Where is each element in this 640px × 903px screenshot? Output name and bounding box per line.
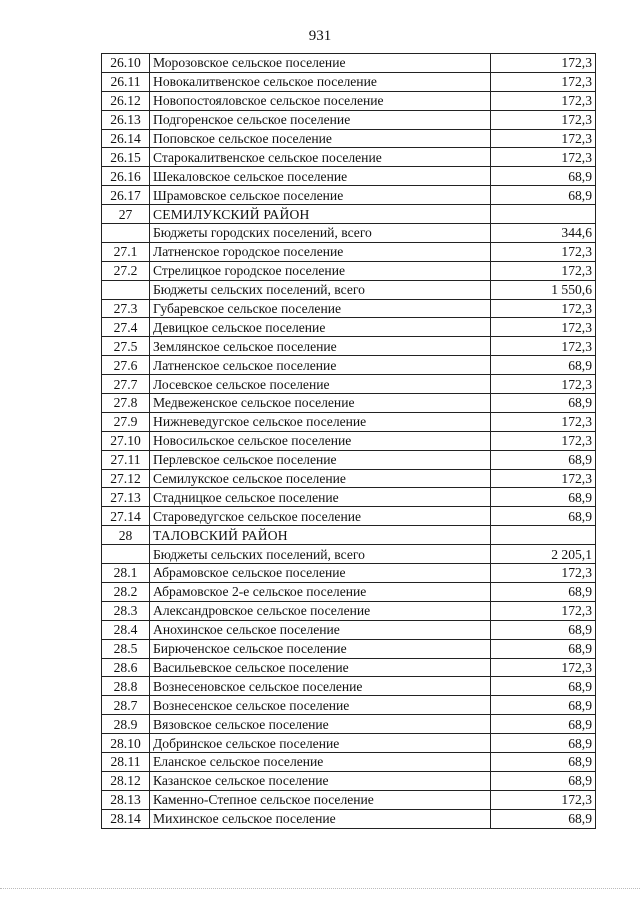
row-name: Губаревское сельское поселение — [150, 299, 491, 318]
row-value: 68,9 — [491, 752, 596, 771]
row-value: 172,3 — [491, 601, 596, 620]
row-value: 172,3 — [491, 318, 596, 337]
row-value: 68,9 — [491, 639, 596, 658]
row-value: 68,9 — [491, 809, 596, 828]
row-number: 27.10 — [102, 431, 150, 450]
subtotal-row — [102, 224, 596, 243]
table-row — [102, 582, 596, 601]
row-name: Старокалитвенское сельское поселение — [150, 148, 491, 167]
table-row — [102, 186, 596, 205]
table-row — [102, 129, 596, 148]
row-value: 172,3 — [491, 790, 596, 809]
budget-table — [101, 53, 596, 829]
table-row — [102, 564, 596, 583]
row-name: Абрамовское 2-е сельское поселение — [150, 582, 491, 601]
table-row — [102, 318, 596, 337]
row-name: Вознесенское сельское поселение — [150, 696, 491, 715]
row-name: Староведугское сельское поселение — [150, 507, 491, 526]
row-name: Вязовское сельское поселение — [150, 715, 491, 734]
row-number: 26.11 — [102, 72, 150, 91]
row-name: Казанское сельское поселение — [150, 771, 491, 790]
district-row — [102, 526, 596, 545]
row-number — [102, 280, 150, 299]
row-number: 26.10 — [102, 54, 150, 73]
row-value: 68,9 — [491, 167, 596, 186]
row-number: 28 — [102, 526, 150, 545]
row-name: Поповское сельское поселение — [150, 129, 491, 148]
row-value: 2 205,1 — [491, 545, 596, 564]
table-row — [102, 809, 596, 828]
row-number: 26.17 — [102, 186, 150, 205]
table-row — [102, 72, 596, 91]
row-number: 27.9 — [102, 412, 150, 431]
table-row — [102, 394, 596, 413]
row-number: 26.12 — [102, 91, 150, 110]
row-number: 28.8 — [102, 677, 150, 696]
row-name: Вознесеновское сельское поселение — [150, 677, 491, 696]
row-number: 28.13 — [102, 790, 150, 809]
row-value: 68,9 — [491, 734, 596, 753]
table-row — [102, 469, 596, 488]
row-value: 172,3 — [491, 242, 596, 261]
row-number: 27 — [102, 205, 150, 224]
row-name: Стадницкое сельское поселение — [150, 488, 491, 507]
row-value: 344,6 — [491, 224, 596, 243]
table-row — [102, 261, 596, 280]
row-number: 28.9 — [102, 715, 150, 734]
table-body — [102, 54, 596, 829]
row-value: 68,9 — [491, 394, 596, 413]
row-number: 26.14 — [102, 129, 150, 148]
table-row — [102, 734, 596, 753]
row-number: 27.5 — [102, 337, 150, 356]
row-name: Бюджеты сельских поселений, всего — [150, 545, 491, 564]
table-row — [102, 242, 596, 261]
table-row — [102, 91, 596, 110]
row-number: 28.12 — [102, 771, 150, 790]
row-number: 28.3 — [102, 601, 150, 620]
row-value: 68,9 — [491, 450, 596, 469]
row-number: 28.7 — [102, 696, 150, 715]
scan-edge-line — [0, 888, 640, 890]
table-row — [102, 601, 596, 620]
row-name: Абрамовское сельское поселение — [150, 564, 491, 583]
page-number: 931 — [308, 28, 332, 44]
row-name: Новосильское сельское поселение — [150, 431, 491, 450]
row-number: 27.1 — [102, 242, 150, 261]
row-number — [102, 545, 150, 564]
subtotal-row — [102, 280, 596, 299]
row-value: 172,3 — [491, 564, 596, 583]
row-name: Васильевское сельское поселение — [150, 658, 491, 677]
table-row — [102, 620, 596, 639]
row-value: 68,9 — [491, 620, 596, 639]
table-row — [102, 54, 596, 73]
table-row — [102, 507, 596, 526]
row-number: 28.10 — [102, 734, 150, 753]
row-name: Подгоренское сельское поселение — [150, 110, 491, 129]
row-number: 27.8 — [102, 394, 150, 413]
row-number: 27.3 — [102, 299, 150, 318]
table-row — [102, 337, 596, 356]
row-number: 27.4 — [102, 318, 150, 337]
row-number: 26.16 — [102, 167, 150, 186]
table-row — [102, 790, 596, 809]
row-name: Морозовское сельское поселение — [150, 54, 491, 73]
row-name: Бирюченское сельское поселение — [150, 639, 491, 658]
row-value: 68,9 — [491, 696, 596, 715]
row-value: 172,3 — [491, 337, 596, 356]
table-row — [102, 639, 596, 658]
row-number: 27.7 — [102, 375, 150, 394]
row-name: Землянское сельское поселение — [150, 337, 491, 356]
row-value: 172,3 — [491, 469, 596, 488]
table-row — [102, 412, 596, 431]
row-name: Бюджеты городских поселений, всего — [150, 224, 491, 243]
row-number: 27.12 — [102, 469, 150, 488]
row-value: 68,9 — [491, 715, 596, 734]
table-row — [102, 715, 596, 734]
row-value: 172,3 — [491, 261, 596, 280]
row-number — [102, 224, 150, 243]
table-row — [102, 771, 596, 790]
row-number: 26.13 — [102, 110, 150, 129]
row-value: 172,3 — [491, 299, 596, 318]
row-number: 26.15 — [102, 148, 150, 167]
table-row — [102, 299, 596, 318]
row-value: 68,9 — [491, 356, 596, 375]
table-row — [102, 110, 596, 129]
row-number: 27.14 — [102, 507, 150, 526]
row-value: 68,9 — [491, 488, 596, 507]
row-value — [491, 205, 596, 224]
row-value — [491, 526, 596, 545]
row-name: Нижневедугское сельское поселение — [150, 412, 491, 431]
row-number: 28.5 — [102, 639, 150, 658]
row-value: 68,9 — [491, 507, 596, 526]
row-name: Добринское сельское поселение — [150, 734, 491, 753]
row-number: 27.13 — [102, 488, 150, 507]
row-name: Шрамовское сельское поселение — [150, 186, 491, 205]
subtotal-row — [102, 545, 596, 564]
row-name: Александровское сельское поселение — [150, 601, 491, 620]
table-row — [102, 148, 596, 167]
table-row — [102, 488, 596, 507]
row-name: Девицкое сельское поселение — [150, 318, 491, 337]
row-value: 172,3 — [491, 129, 596, 148]
row-name: Латненское городское поселение — [150, 242, 491, 261]
row-name: Семилукское сельское поселение — [150, 469, 491, 488]
row-value: 172,3 — [491, 431, 596, 450]
district-row — [102, 205, 596, 224]
row-name: Каменно-Степное сельское поселение — [150, 790, 491, 809]
row-name: Новокалитвенское сельское поселение — [150, 72, 491, 91]
row-value: 172,3 — [491, 110, 596, 129]
row-name: СЕМИЛУКСКИЙ РАЙОН — [150, 205, 491, 224]
row-value: 172,3 — [491, 148, 596, 167]
row-value: 68,9 — [491, 677, 596, 696]
row-value: 172,3 — [491, 72, 596, 91]
row-number: 28.2 — [102, 582, 150, 601]
table-row — [102, 752, 596, 771]
row-name: Стрелицкое городское поселение — [150, 261, 491, 280]
row-name: Михинское сельское поселение — [150, 809, 491, 828]
row-name: Шекаловское сельское поселение — [150, 167, 491, 186]
table-row — [102, 375, 596, 394]
row-number: 27.6 — [102, 356, 150, 375]
table-row — [102, 677, 596, 696]
table-row — [102, 431, 596, 450]
row-value: 68,9 — [491, 771, 596, 790]
row-name: Новопостояловское сельское поселение — [150, 91, 491, 110]
row-name: Лосевское сельское поселение — [150, 375, 491, 394]
row-value: 172,3 — [491, 412, 596, 431]
row-number: 27.11 — [102, 450, 150, 469]
row-name: Латненское сельское поселение — [150, 356, 491, 375]
row-value: 172,3 — [491, 91, 596, 110]
row-number: 27.2 — [102, 261, 150, 280]
table-row — [102, 450, 596, 469]
row-name: Бюджеты сельских поселений, всего — [150, 280, 491, 299]
row-value: 172,3 — [491, 658, 596, 677]
table-row — [102, 356, 596, 375]
row-value: 172,3 — [491, 54, 596, 73]
row-name: Медвеженское сельское поселение — [150, 394, 491, 413]
table-row — [102, 658, 596, 677]
row-name: ТАЛОВСКИЙ РАЙОН — [150, 526, 491, 545]
row-number: 28.4 — [102, 620, 150, 639]
row-value: 68,9 — [491, 582, 596, 601]
row-name: Анохинское сельское поселение — [150, 620, 491, 639]
row-number: 28.1 — [102, 564, 150, 583]
row-value: 68,9 — [491, 186, 596, 205]
row-name: Еланское сельское поселение — [150, 752, 491, 771]
table-row — [102, 696, 596, 715]
row-number: 28.6 — [102, 658, 150, 677]
row-value: 172,3 — [491, 375, 596, 394]
row-number: 28.11 — [102, 752, 150, 771]
row-name: Перлевское сельское поселение — [150, 450, 491, 469]
row-value: 1 550,6 — [491, 280, 596, 299]
row-number: 28.14 — [102, 809, 150, 828]
table-row — [102, 167, 596, 186]
